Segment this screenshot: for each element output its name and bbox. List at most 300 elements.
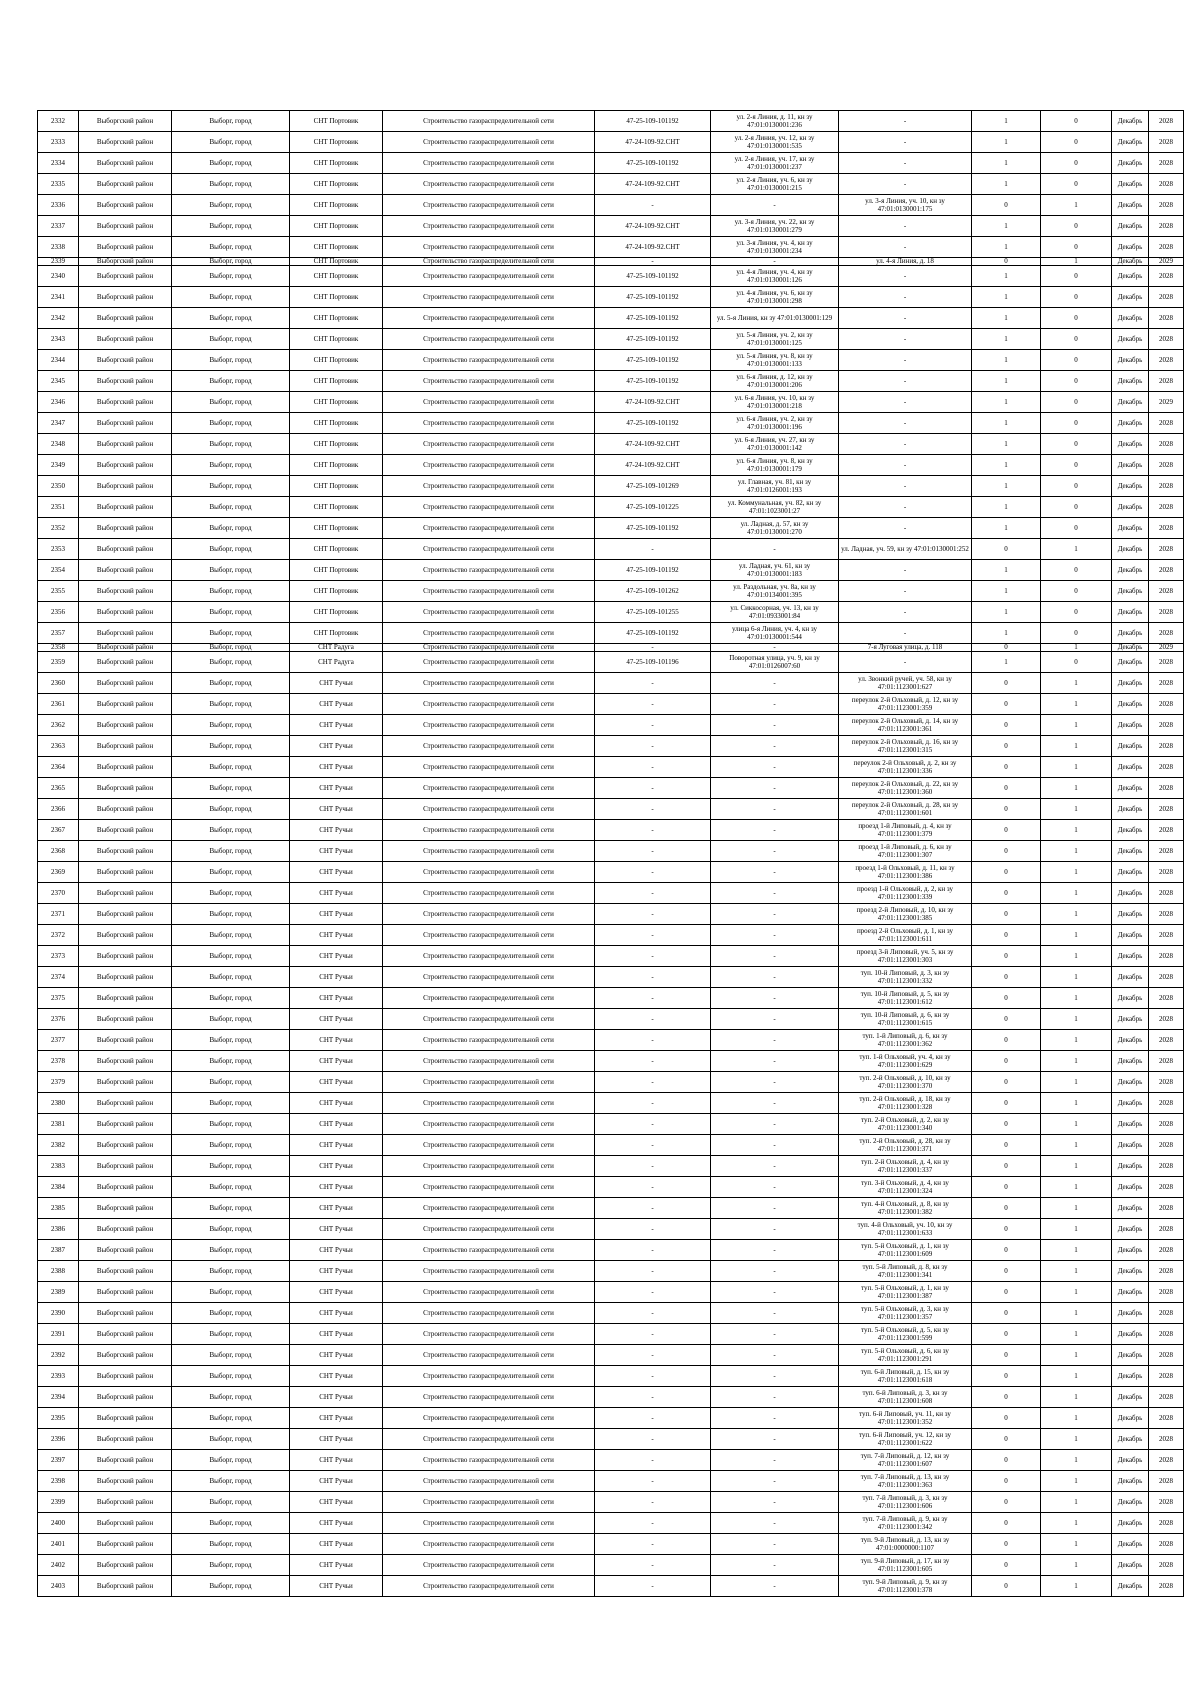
project-code-cell: - — [595, 1072, 711, 1093]
work-type-cell: Строительство газораспределительной сети — [383, 1282, 595, 1303]
year-cell: 2028 — [1149, 371, 1184, 392]
settlement-cell: Выборг, город — [172, 799, 290, 820]
settlement-cell: Выборг, город — [172, 1366, 290, 1387]
address-without-project-cell: - — [839, 434, 972, 455]
district-cell: Выборгский район — [79, 1408, 172, 1429]
month-cell: Декабрь — [1112, 1303, 1149, 1324]
table-row — [38, 644, 1184, 652]
project-code-cell: - — [595, 1198, 711, 1219]
count-b-cell: 1 — [1041, 1492, 1112, 1513]
work-type-cell: Строительство газораспределительной сети — [383, 1030, 595, 1051]
work-type-cell: Строительство газораспределительной сети — [383, 350, 595, 371]
snt-cell: СНТ Ручьи — [290, 1450, 383, 1471]
settlement-cell: Выборг, город — [172, 560, 290, 581]
count-b-cell: 0 — [1041, 518, 1112, 539]
row-number: 2383 — [38, 1156, 79, 1177]
count-a-cell: 0 — [972, 1261, 1041, 1282]
month-cell: Декабрь — [1112, 174, 1149, 195]
address-with-project-cell: - — [711, 1366, 839, 1387]
row-number: 2352 — [38, 518, 79, 539]
work-type-cell: Строительство газораспределительной сети — [383, 715, 595, 736]
count-b-cell: 1 — [1041, 1303, 1112, 1324]
month-cell: Декабрь — [1112, 560, 1149, 581]
project-code-cell: - — [595, 1114, 711, 1135]
snt-cell: СНТ Портовик — [290, 350, 383, 371]
address-with-project-cell: ул. 6-я Линия, уч. 2, кн зу 47:01:0130001:196 — [711, 413, 839, 434]
address-with-project-cell: - — [711, 1324, 839, 1345]
settlement-cell: Выборг, город — [172, 715, 290, 736]
district-cell: Выборгский район — [79, 1555, 172, 1576]
project-code-cell: - — [595, 1387, 711, 1408]
table-row — [38, 1324, 1184, 1345]
work-type-cell: Строительство газораспределительной сети — [383, 1513, 595, 1534]
work-type-cell: Строительство газораспределительной сети — [383, 1009, 595, 1030]
count-b-cell: 1 — [1041, 1534, 1112, 1555]
settlement-cell: Выборг, город — [172, 455, 290, 476]
count-a-cell: 0 — [972, 1156, 1041, 1177]
table-row — [38, 581, 1184, 602]
row-number: 2398 — [38, 1471, 79, 1492]
table-row — [38, 350, 1184, 371]
work-type-cell: Строительство газораспределительной сети — [383, 644, 595, 652]
address-without-project-cell: - — [839, 581, 972, 602]
count-b-cell: 0 — [1041, 560, 1112, 581]
settlement-cell: Выборг, город — [172, 820, 290, 841]
count-a-cell: 0 — [972, 778, 1041, 799]
project-code-cell: - — [595, 1156, 711, 1177]
project-code-cell: - — [595, 946, 711, 967]
address-without-project-cell: туп. 6-й Липовый, уч. 12, кн зу 47:01:1123001:622 — [839, 1429, 972, 1450]
count-b-cell: 1 — [1041, 1072, 1112, 1093]
settlement-cell: Выборг, город — [172, 602, 290, 623]
count-b-cell: 0 — [1041, 132, 1112, 153]
work-type-cell: Строительство газораспределительной сети — [383, 560, 595, 581]
row-number: 2399 — [38, 1492, 79, 1513]
count-a-cell: 0 — [972, 1051, 1041, 1072]
month-cell: Декабрь — [1112, 413, 1149, 434]
year-cell: 2028 — [1149, 1408, 1184, 1429]
month-cell: Декабрь — [1112, 539, 1149, 560]
district-cell: Выборгский район — [79, 1324, 172, 1345]
district-cell: Выборгский район — [79, 1072, 172, 1093]
project-code-cell: 47-24-109-92.СНТ — [595, 455, 711, 476]
project-code-cell: - — [595, 1471, 711, 1492]
address-without-project-cell: туп. 10-й Липовый, д. 6, кн зу 47:01:1123001:615 — [839, 1009, 972, 1030]
month-cell: Декабрь — [1112, 1366, 1149, 1387]
month-cell: Декабрь — [1112, 602, 1149, 623]
month-cell: Декабрь — [1112, 652, 1149, 673]
snt-cell: СНТ Портовик — [290, 216, 383, 237]
year-cell: 2028 — [1149, 673, 1184, 694]
year-cell: 2028 — [1149, 1093, 1184, 1114]
address-with-project-cell: ул. Раздольная, уч. 8а, кн зу 47:01:0134001:395 — [711, 581, 839, 602]
address-with-project-cell: - — [711, 715, 839, 736]
year-cell: 2028 — [1149, 946, 1184, 967]
year-cell: 2028 — [1149, 1555, 1184, 1576]
count-a-cell: 0 — [972, 1366, 1041, 1387]
count-a-cell: 1 — [972, 174, 1041, 195]
address-with-project-cell: - — [711, 1492, 839, 1513]
year-cell: 2028 — [1149, 1240, 1184, 1261]
snt-cell: СНТ Ручьи — [290, 1156, 383, 1177]
settlement-cell: Выборг, город — [172, 862, 290, 883]
count-b-cell: 1 — [1041, 694, 1112, 715]
year-cell: 2028 — [1149, 287, 1184, 308]
month-cell: Декабрь — [1112, 455, 1149, 476]
address-without-project-cell: проезд 1-й Липовый, д. 4, кн зу 47:01:1123001:379 — [839, 820, 972, 841]
count-b-cell: 0 — [1041, 581, 1112, 602]
address-with-project-cell: - — [711, 1177, 839, 1198]
address-with-project-cell: - — [711, 925, 839, 946]
address-with-project-cell: - — [711, 946, 839, 967]
snt-cell: СНТ Портовик — [290, 497, 383, 518]
district-cell: Выборгский район — [79, 778, 172, 799]
count-b-cell: 1 — [1041, 715, 1112, 736]
address-with-project-cell: - — [711, 1282, 839, 1303]
work-type-cell: Строительство газораспределительной сети — [383, 497, 595, 518]
table-row — [38, 925, 1184, 946]
count-b-cell: 1 — [1041, 925, 1112, 946]
project-code-cell: 47-25-109-101192 — [595, 350, 711, 371]
district-cell: Выборгский район — [79, 602, 172, 623]
address-with-project-cell: - — [711, 1156, 839, 1177]
year-cell: 2028 — [1149, 652, 1184, 673]
work-type-cell: Строительство газораспределительной сети — [383, 329, 595, 350]
count-b-cell: 1 — [1041, 1177, 1112, 1198]
table-row — [38, 237, 1184, 258]
project-code-cell: - — [595, 1534, 711, 1555]
row-number: 2367 — [38, 820, 79, 841]
snt-cell: СНТ Портовик — [290, 132, 383, 153]
district-cell: Выборгский район — [79, 1261, 172, 1282]
settlement-cell: Выборг, город — [172, 1114, 290, 1135]
year-cell: 2028 — [1149, 1219, 1184, 1240]
district-cell: Выборгский район — [79, 1156, 172, 1177]
table-row — [38, 174, 1184, 195]
count-a-cell: 1 — [972, 350, 1041, 371]
month-cell: Декабрь — [1112, 237, 1149, 258]
district-cell: Выборгский район — [79, 1030, 172, 1051]
year-cell: 2028 — [1149, 602, 1184, 623]
count-b-cell: 1 — [1041, 1471, 1112, 1492]
count-a-cell: 0 — [972, 904, 1041, 925]
table-row — [38, 1198, 1184, 1219]
count-a-cell: 1 — [972, 329, 1041, 350]
count-b-cell: 1 — [1041, 1387, 1112, 1408]
district-cell: Выборгский район — [79, 736, 172, 757]
address-without-project-cell: переулок 2-й Ольховый, д. 28, кн зу 47:01:1123001:601 — [839, 799, 972, 820]
month-cell: Декабрь — [1112, 518, 1149, 539]
settlement-cell: Выборг, город — [172, 392, 290, 413]
snt-cell: СНТ Ручьи — [290, 799, 383, 820]
address-without-project-cell: туп. 7-й Липовый, д. 9, кн зу 47:01:1123001:342 — [839, 1513, 972, 1534]
year-cell: 2028 — [1149, 237, 1184, 258]
table-row — [38, 841, 1184, 862]
month-cell: Декабрь — [1112, 350, 1149, 371]
address-without-project-cell: туп. 1-й Липовый, д. 6, кн зу 47:01:1123001:362 — [839, 1030, 972, 1051]
row-number: 2401 — [38, 1534, 79, 1555]
snt-cell: СНТ Ручьи — [290, 1030, 383, 1051]
settlement-cell: Выборг, город — [172, 1156, 290, 1177]
row-number: 2338 — [38, 237, 79, 258]
district-cell: Выборгский район — [79, 518, 172, 539]
table-row — [38, 455, 1184, 476]
settlement-cell: Выборг, город — [172, 476, 290, 497]
address-without-project-cell: проезд 3-й Липовый, уч. 5, кн зу 47:01:1123001:303 — [839, 946, 972, 967]
address-without-project-cell: туп. 7-й Липовый, д. 13, кн зу 47:01:1123001:363 — [839, 1471, 972, 1492]
address-without-project-cell: - — [839, 216, 972, 237]
year-cell: 2028 — [1149, 778, 1184, 799]
count-b-cell: 1 — [1041, 1093, 1112, 1114]
district-cell: Выборгский район — [79, 988, 172, 1009]
count-b-cell: 1 — [1041, 258, 1112, 266]
snt-cell: СНТ Ручьи — [290, 1576, 383, 1597]
count-a-cell: 1 — [972, 392, 1041, 413]
work-type-cell: Строительство газораспределительной сети — [383, 518, 595, 539]
table-row — [38, 371, 1184, 392]
snt-cell: СНТ Портовик — [290, 329, 383, 350]
count-a-cell: 0 — [972, 1471, 1041, 1492]
work-type-cell: Строительство газораспределительной сети — [383, 883, 595, 904]
address-with-project-cell: ул. 2-я Линия, уч. 12, кн зу 47:01:0130001:535 — [711, 132, 839, 153]
count-a-cell: 0 — [972, 1198, 1041, 1219]
work-type-cell: Строительство газораспределительной сети — [383, 623, 595, 644]
row-number: 2355 — [38, 581, 79, 602]
address-with-project-cell: - — [711, 1093, 839, 1114]
count-a-cell: 1 — [972, 216, 1041, 237]
district-cell: Выборгский район — [79, 1135, 172, 1156]
count-a-cell: 0 — [972, 644, 1041, 652]
project-code-cell: 47-24-109-92.СНТ — [595, 237, 711, 258]
address-without-project-cell: туп. 2-й Ольховый, д. 4, кн зу 47:01:1123001:337 — [839, 1156, 972, 1177]
month-cell: Декабрь — [1112, 287, 1149, 308]
project-code-cell: 47-25-109-101192 — [595, 153, 711, 174]
table-row — [38, 216, 1184, 237]
count-a-cell: 0 — [972, 1240, 1041, 1261]
district-cell: Выборгский район — [79, 329, 172, 350]
year-cell: 2029 — [1149, 392, 1184, 413]
address-with-project-cell: - — [711, 1261, 839, 1282]
count-a-cell: 0 — [972, 841, 1041, 862]
snt-cell: СНТ Портовик — [290, 287, 383, 308]
project-code-cell: - — [595, 1135, 711, 1156]
month-cell: Декабрь — [1112, 673, 1149, 694]
table-row — [38, 1051, 1184, 1072]
table-row — [38, 799, 1184, 820]
table-row — [38, 1492, 1184, 1513]
year-cell: 2028 — [1149, 1177, 1184, 1198]
snt-cell: СНТ Ручьи — [290, 1366, 383, 1387]
address-with-project-cell: - — [711, 883, 839, 904]
address-without-project-cell: - — [839, 237, 972, 258]
project-code-cell: 47-24-109-92.СНТ — [595, 434, 711, 455]
table-row — [38, 623, 1184, 644]
count-a-cell: 0 — [972, 925, 1041, 946]
year-cell: 2028 — [1149, 799, 1184, 820]
settlement-cell: Выборг, город — [172, 413, 290, 434]
snt-cell: СНТ Ручьи — [290, 1072, 383, 1093]
year-cell: 2028 — [1149, 1450, 1184, 1471]
project-code-cell: - — [595, 1009, 711, 1030]
project-code-cell: - — [595, 1051, 711, 1072]
table-row — [38, 652, 1184, 673]
year-cell: 2028 — [1149, 1534, 1184, 1555]
project-code-cell: - — [595, 862, 711, 883]
year-cell: 2028 — [1149, 195, 1184, 216]
count-b-cell: 1 — [1041, 1240, 1112, 1261]
month-cell: Декабрь — [1112, 1135, 1149, 1156]
month-cell: Декабрь — [1112, 371, 1149, 392]
month-cell: Декабрь — [1112, 841, 1149, 862]
count-b-cell: 0 — [1041, 371, 1112, 392]
project-code-cell: - — [595, 1408, 711, 1429]
work-type-cell: Строительство газораспределительной сети — [383, 757, 595, 778]
project-code-cell: 47-25-109-101196 — [595, 652, 711, 673]
address-with-project-cell: ул. Ладная, д. 57, кн зу 47:01:0130001:270 — [711, 518, 839, 539]
month-cell: Декабрь — [1112, 1450, 1149, 1471]
work-type-cell: Строительство газораспределительной сети — [383, 1114, 595, 1135]
settlement-cell: Выборг, город — [172, 925, 290, 946]
month-cell: Декабрь — [1112, 434, 1149, 455]
count-a-cell: 0 — [972, 1030, 1041, 1051]
address-with-project-cell: ул. Главная, уч. 81, кн зу 47:01:0126001:193 — [711, 476, 839, 497]
settlement-cell: Выборг, город — [172, 1135, 290, 1156]
month-cell: Декабрь — [1112, 308, 1149, 329]
count-b-cell: 1 — [1041, 539, 1112, 560]
table-row — [38, 287, 1184, 308]
count-b-cell: 0 — [1041, 287, 1112, 308]
district-cell: Выборгский район — [79, 623, 172, 644]
project-code-cell: - — [595, 1555, 711, 1576]
count-a-cell: 1 — [972, 476, 1041, 497]
year-cell: 2029 — [1149, 258, 1184, 266]
settlement-cell: Выборг, город — [172, 1219, 290, 1240]
table-row — [38, 497, 1184, 518]
address-without-project-cell: - — [839, 308, 972, 329]
year-cell: 2028 — [1149, 757, 1184, 778]
project-code-cell: - — [595, 1303, 711, 1324]
snt-cell: СНТ Портовик — [290, 111, 383, 132]
settlement-cell: Выборг, город — [172, 1429, 290, 1450]
work-type-cell: Строительство газораспределительной сети — [383, 1408, 595, 1429]
address-with-project-cell: - — [711, 1429, 839, 1450]
row-number: 2343 — [38, 329, 79, 350]
work-type-cell: Строительство газораспределительной сети — [383, 1135, 595, 1156]
year-cell: 2028 — [1149, 413, 1184, 434]
address-without-project-cell: переулок 2-й Ольховый, д. 16, кн зу 47:01:1123001:315 — [839, 736, 972, 757]
count-a-cell: 0 — [972, 820, 1041, 841]
address-without-project-cell: туп. 10-й Липовый, д. 5, кн зу 47:01:1123001:612 — [839, 988, 972, 1009]
district-cell: Выборгский район — [79, 715, 172, 736]
row-number: 2388 — [38, 1261, 79, 1282]
address-without-project-cell: проезд 2-й Липовый, д. 10, кн зу 47:01:1123001:385 — [839, 904, 972, 925]
table-row — [38, 1366, 1184, 1387]
snt-cell: СНТ Портовик — [290, 237, 383, 258]
address-without-project-cell: проезд 1-й Липовый, д. 6, кн зу 47:01:1123001:307 — [839, 841, 972, 862]
address-with-project-cell: - — [711, 694, 839, 715]
table-row — [38, 862, 1184, 883]
month-cell: Декабрь — [1112, 132, 1149, 153]
row-number: 2365 — [38, 778, 79, 799]
row-number: 2387 — [38, 1240, 79, 1261]
month-cell: Декабрь — [1112, 1009, 1149, 1030]
count-a-cell: 0 — [972, 946, 1041, 967]
settlement-cell: Выборг, город — [172, 1282, 290, 1303]
address-without-project-cell: туп. 3-й Ольховый, д. 4, кн зу 47:01:1123001:324 — [839, 1177, 972, 1198]
row-number: 2378 — [38, 1051, 79, 1072]
project-code-cell: - — [595, 1177, 711, 1198]
address-without-project-cell: туп. 5-й Ольховый, д. 5, кн зу 47:01:1123001:599 — [839, 1324, 972, 1345]
row-number: 2377 — [38, 1030, 79, 1051]
year-cell: 2028 — [1149, 1030, 1184, 1051]
table-row — [38, 1408, 1184, 1429]
district-cell: Выборгский район — [79, 1114, 172, 1135]
district-cell: Выборгский район — [79, 111, 172, 132]
settlement-cell: Выборг, город — [172, 946, 290, 967]
year-cell: 2028 — [1149, 476, 1184, 497]
snt-cell: СНТ Ручьи — [290, 1177, 383, 1198]
address-with-project-cell: - — [711, 736, 839, 757]
month-cell: Декабрь — [1112, 925, 1149, 946]
count-b-cell: 1 — [1041, 1135, 1112, 1156]
row-number: 2389 — [38, 1282, 79, 1303]
year-cell: 2028 — [1149, 988, 1184, 1009]
address-without-project-cell: - — [839, 174, 972, 195]
address-without-project-cell: туп. 1-й Ольховый, уч. 4, кн зу 47:01:1123001:629 — [839, 1051, 972, 1072]
settlement-cell: Выборг, город — [172, 216, 290, 237]
count-a-cell: 0 — [972, 1219, 1041, 1240]
row-number: 2356 — [38, 602, 79, 623]
count-b-cell: 1 — [1041, 1261, 1112, 1282]
snt-cell: СНТ Ручьи — [290, 1471, 383, 1492]
count-b-cell: 1 — [1041, 1408, 1112, 1429]
address-without-project-cell: переулок 2-й Ольховый, д. 12, кн зу 47:01:1123001:359 — [839, 694, 972, 715]
count-a-cell: 0 — [972, 1345, 1041, 1366]
month-cell: Декабрь — [1112, 1240, 1149, 1261]
work-type-cell: Строительство газораспределительной сети — [383, 1072, 595, 1093]
month-cell: Декабрь — [1112, 736, 1149, 757]
row-number: 2340 — [38, 266, 79, 287]
snt-cell: СНТ Ручьи — [290, 862, 383, 883]
district-cell: Выборгский район — [79, 308, 172, 329]
settlement-cell: Выборг, город — [172, 904, 290, 925]
snt-cell: СНТ Ручьи — [290, 1303, 383, 1324]
row-number: 2379 — [38, 1072, 79, 1093]
address-without-project-cell: ул. Звонкий ручей, уч. 58, кн зу 47:01:1123001:627 — [839, 673, 972, 694]
project-code-cell: 47-24-109-92.СНТ — [595, 392, 711, 413]
project-code-cell: 47-24-109-92.СНТ — [595, 132, 711, 153]
work-type-cell: Строительство газораспределительной сети — [383, 287, 595, 308]
month-cell: Декабрь — [1112, 988, 1149, 1009]
row-number: 2339 — [38, 258, 79, 266]
settlement-cell: Выборг, город — [172, 1555, 290, 1576]
month-cell: Декабрь — [1112, 644, 1149, 652]
table-row — [38, 1534, 1184, 1555]
year-cell: 2028 — [1149, 883, 1184, 904]
count-b-cell: 0 — [1041, 476, 1112, 497]
snt-cell: СНТ Ручьи — [290, 1135, 383, 1156]
snt-cell: СНТ Портовик — [290, 195, 383, 216]
work-type-cell: Строительство газораспределительной сети — [383, 1156, 595, 1177]
row-number: 2370 — [38, 883, 79, 904]
work-type-cell: Строительство газораспределительной сети — [383, 1345, 595, 1366]
address-without-project-cell: 7-я Луговая улица, д. 118 — [839, 644, 972, 652]
count-a-cell: 0 — [972, 715, 1041, 736]
table-row — [38, 1156, 1184, 1177]
snt-cell: СНТ Ручьи — [290, 841, 383, 862]
address-without-project-cell: туп. 9-й Липовый, д. 13, кн зу 47:01:0000000:1107 — [839, 1534, 972, 1555]
address-with-project-cell: - — [711, 967, 839, 988]
